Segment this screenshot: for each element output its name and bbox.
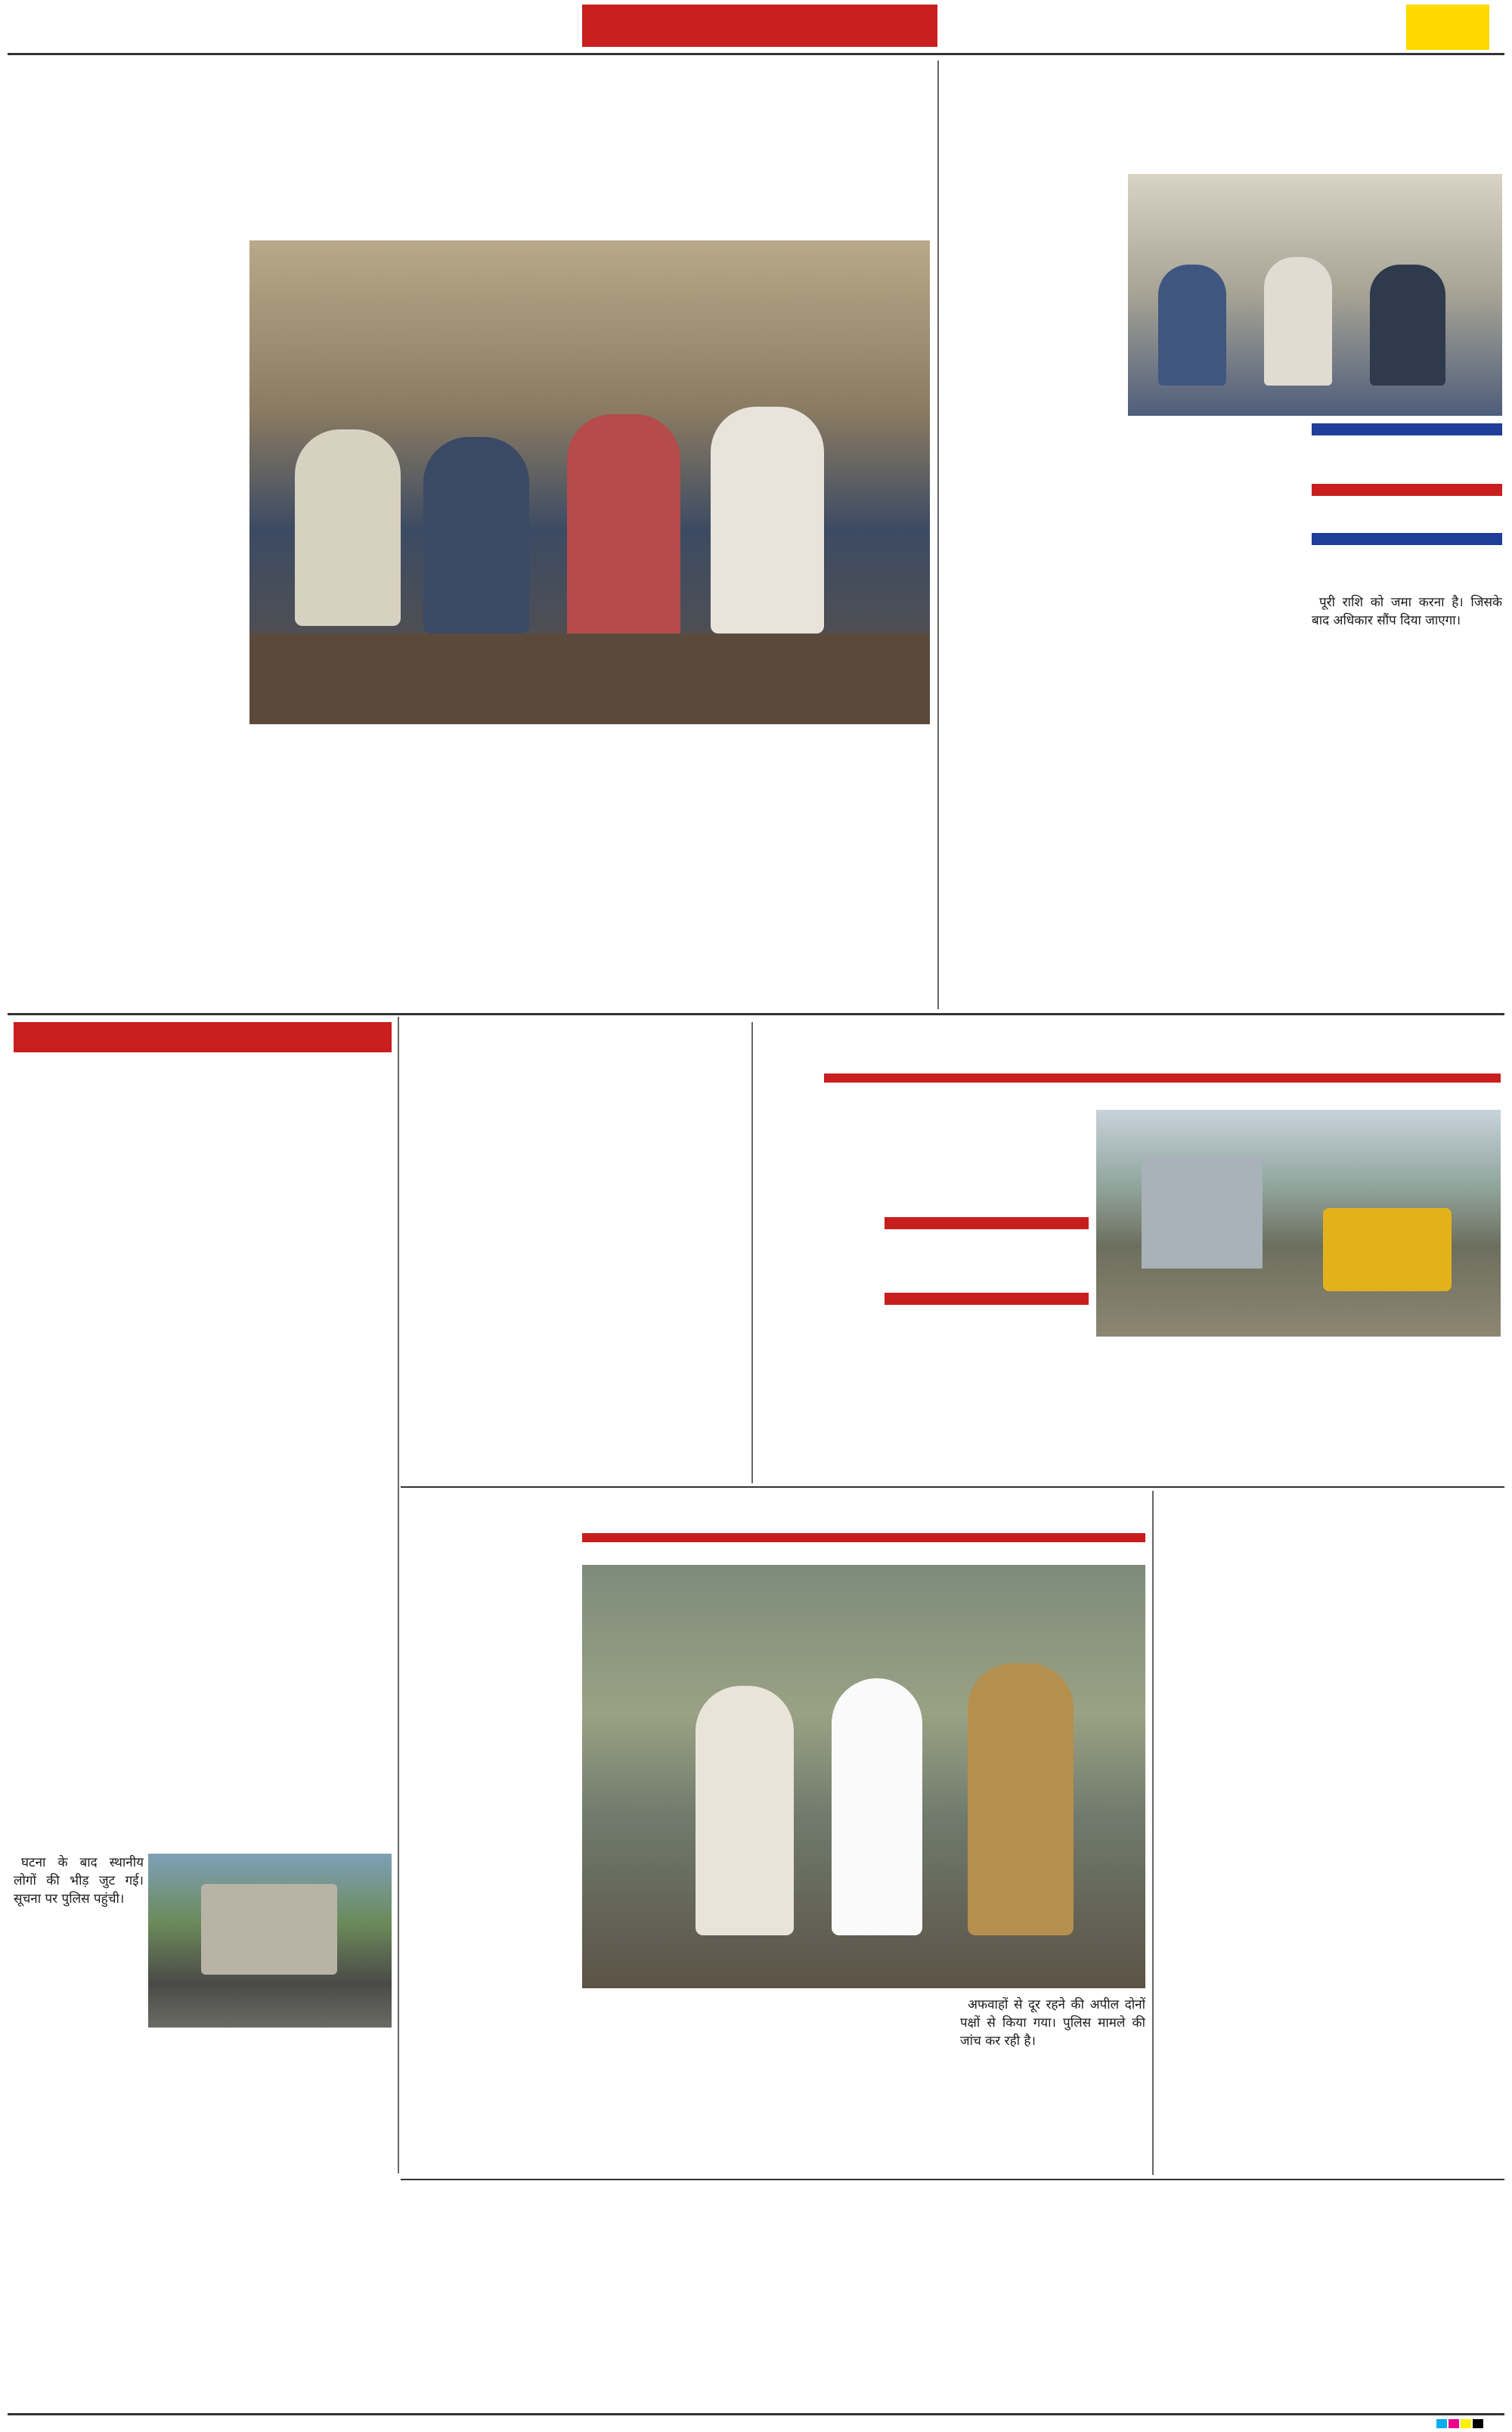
marpit-body-2 (579, 1070, 745, 1482)
vidhik-body-2 (1335, 1603, 1503, 2177)
brief-b2 (14, 1318, 392, 1500)
brief-b3 (14, 1547, 392, 1702)
atikraman-bullet-2 (885, 1293, 1089, 1305)
lead-body-2 (249, 730, 470, 1009)
masthead-section (582, 5, 937, 47)
nap-body (1128, 423, 1303, 1009)
page-number (1406, 5, 1489, 50)
lead-photo-meeting (249, 240, 930, 724)
marpit-body (407, 1070, 573, 1482)
nap-body-cont: पूरी राशि को जमा करना है। जिसके बाद अधिकार सौंप दिया जाएगा। (1312, 595, 1502, 628)
atikraman-sub (824, 1073, 1501, 1083)
biometric-body-3 (1131, 2219, 1501, 2408)
vidhik-body (1160, 1603, 1328, 2177)
atikraman-body-2 (759, 1331, 1113, 1482)
brief-b4-side: घटना के बाद स्थानीय लोगों की भीड़ जुट गई। सूचना पर पुलिस पहुंची। (14, 1855, 144, 1907)
lead-body-3 (478, 730, 699, 1009)
jhadap-body-3 (771, 1996, 953, 2177)
atikraman-photo-jcb (1096, 1110, 1501, 1337)
nap-photo (1128, 174, 1502, 416)
bhajpa-body (945, 133, 1120, 1010)
lead-body-column (14, 246, 240, 1009)
brief-title (14, 1022, 392, 1052)
jhadap-sub (582, 1533, 1145, 1542)
nap-highlight-2 (1312, 484, 1502, 496)
lead-body-4 (706, 730, 927, 1009)
atikraman-body-3 (1123, 1342, 1501, 1482)
jhadap-body-4: अफवाहों से दूर रहने की अपील दोनों पक्षों से किया गया। पुलिस मामले की जांच कर रही है। (960, 1997, 1145, 2049)
biometric-body (405, 2219, 761, 2408)
nap-highlight-1 (1312, 423, 1502, 435)
brief-b4 (14, 1777, 392, 1852)
biometric-body-2 (768, 2219, 1123, 2408)
brief-b4b (14, 2034, 392, 2170)
atikraman-bullet-1 (885, 1217, 1089, 1229)
nap-highlight-3 (1312, 533, 1502, 545)
brief-b1 (14, 1104, 392, 1285)
jhadap-body (407, 1535, 575, 2177)
brief-photo-accident (148, 1854, 392, 2028)
jhadap-photo-police (582, 1565, 1145, 1988)
jhadap-body-2 (582, 1996, 764, 2177)
